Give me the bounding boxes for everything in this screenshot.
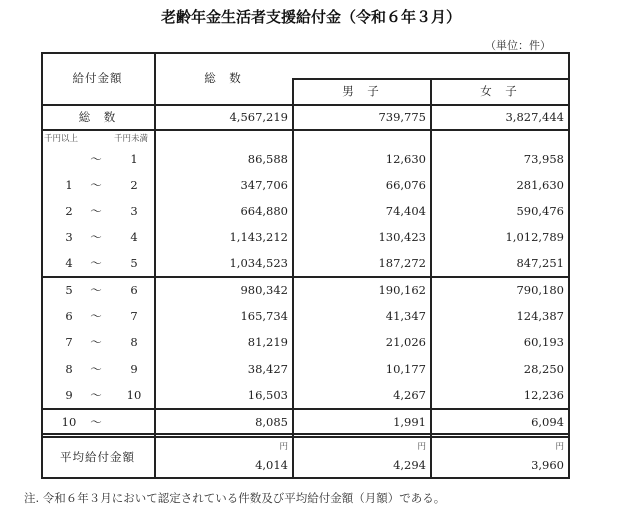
total-row-label: 総 数 xyxy=(78,110,117,124)
subheader-line xyxy=(292,78,569,80)
unit-label: （単位：件） xyxy=(485,39,551,52)
range-from-label: 千円以上 xyxy=(44,134,79,144)
total-row-male: 739,775 xyxy=(378,110,426,124)
double-line-b xyxy=(41,436,569,438)
average-male: 4,294 xyxy=(393,458,426,472)
total-row-female: 3,827,444 xyxy=(505,110,564,124)
total-bottom-line xyxy=(41,129,569,131)
header-amount: 給付金額 xyxy=(72,71,123,85)
header-male: 男 子 xyxy=(342,84,380,98)
average-unit-total: 円 xyxy=(279,442,288,452)
average-unit-male: 円 xyxy=(417,442,426,452)
header-female: 女 子 xyxy=(480,84,518,98)
average-label: 平均給付金額 xyxy=(60,450,135,464)
average-female: 3,960 xyxy=(531,458,564,472)
average-total: 4,014 xyxy=(255,458,288,472)
range-to-label: 千円未満 xyxy=(114,134,149,144)
total-row-total: 4,567,219 xyxy=(229,110,288,124)
border-right xyxy=(568,52,570,479)
footnote: 注. 令和６年３月において認定されている件数及び平均給付金額（月額）である。 xyxy=(24,491,446,505)
benefit-table: 給付金額 総 数 男 子 女 子 総 数 4,567,219 739,775 3,827,444 千円以上 千円未満 ～ 1 86,588 12,630 73,958 1 ～ 2 347,706 66,076 281,630 2 ～ 3 664,880 74,404 590,476 3 ～ 4 1,143,212 130,423 1,012,789 4 ～ 5 1,034,523 187,272 847,251 5 ～ 6 980,342 190,162 790,180 6 ～ 7 165,734 41,347 124,387 7 ～ 8 81,219 21,026 60,193 8 ～ 9 38,427 10,177 28,250 9 ～ 10 16,503 4,267 12,236 10 ～ 8,085 1,991 6,094 平均給付金額 円 円 円 4,014 4,294 3,960 xyxy=(41,52,569,478)
header-bottom-line xyxy=(41,104,569,106)
page-title: 老齢年金生活者支援給付金（令和６年３月） xyxy=(160,8,461,26)
double-line-a xyxy=(41,433,569,435)
header-total: 総 数 xyxy=(204,71,242,85)
group2-bottom-line xyxy=(41,408,569,410)
average-unit-female: 円 xyxy=(555,442,564,452)
border-bottom xyxy=(41,477,569,479)
group1-bottom-line xyxy=(41,276,569,278)
border-top xyxy=(41,52,569,54)
